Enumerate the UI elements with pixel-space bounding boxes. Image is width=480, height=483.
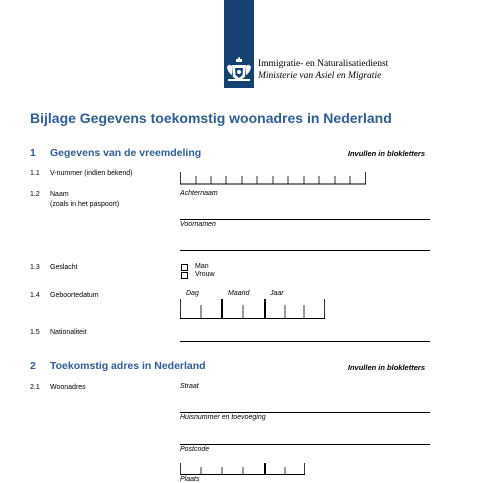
first-names-input[interactable] <box>180 250 430 251</box>
street-input[interactable] <box>180 412 430 413</box>
v-number-input[interactable] <box>180 172 366 185</box>
gender-male-label: Man <box>195 263 209 270</box>
gender-female-label: Vrouw <box>195 271 215 278</box>
field-1-2-number: 1.2 <box>30 191 40 198</box>
field-1-2-label <box>50 190 119 210</box>
gender-male-checkbox[interactable] <box>181 264 188 271</box>
field-2-1-label: Woonadres <box>50 384 86 391</box>
house-number-input[interactable] <box>180 444 430 445</box>
first-names-hint: Voornamen <box>180 221 216 228</box>
street-hint: Straat <box>180 383 199 390</box>
field-1-3-number: 1.3 <box>30 264 40 271</box>
city-hint: Plaats <box>180 476 200 483</box>
organization-name <box>258 58 388 82</box>
gender-female-checkbox[interactable] <box>181 272 188 279</box>
field-1-1-number: 1.1 <box>30 170 40 177</box>
birth-day-hint: Dag <box>186 290 199 297</box>
field-1-5-number: 1.5 <box>30 329 40 336</box>
section-1-number: 1 <box>30 147 36 159</box>
birth-year-hint: Jaar <box>270 290 284 297</box>
birth-month-hint: Maand <box>228 290 250 297</box>
house-number-hint: Huisnummer en toevoeging <box>180 414 266 421</box>
field-2-1-number: 2.1 <box>30 384 40 391</box>
last-name-input[interactable] <box>180 219 430 220</box>
section-1-note: Invullen in blokletters <box>347 149 425 158</box>
org-name-line1: Immigratie- en Naturalisatiedienst <box>258 59 389 69</box>
field-1-4-label: Geboortedatum <box>50 292 99 299</box>
postcode-hint: Postcode <box>180 446 210 453</box>
field-1-3-label: Geslacht <box>50 264 78 271</box>
name-label: Naam <box>50 191 69 198</box>
coat-of-arms-logo <box>226 57 252 83</box>
nationality-input[interactable] <box>180 341 430 342</box>
field-1-4-number: 1.4 <box>30 292 40 299</box>
name-sublabel: (zoals in het paspoort) <box>50 201 120 208</box>
field-1-1-label: V-nummer (indien bekend) <box>50 170 133 177</box>
section-2-note: Invullen in blokletters <box>347 363 425 372</box>
birth-date-input[interactable] <box>180 299 325 319</box>
field-1-5-label: Nationaliteit <box>50 329 87 336</box>
page-title: Bijlage Gegevens toekomstig woonadres in Nederland <box>30 110 392 126</box>
section-1-title: Gegevens van de vreemdeling <box>50 147 202 159</box>
postcode-input[interactable] <box>180 463 305 475</box>
last-name-hint: Achternaam <box>180 190 218 197</box>
section-2-title: Toekomstig adres in Nederland <box>50 360 206 372</box>
org-name-line2: Ministerie van Asiel en Migratie <box>258 71 382 81</box>
section-2-number: 2 <box>30 360 36 372</box>
